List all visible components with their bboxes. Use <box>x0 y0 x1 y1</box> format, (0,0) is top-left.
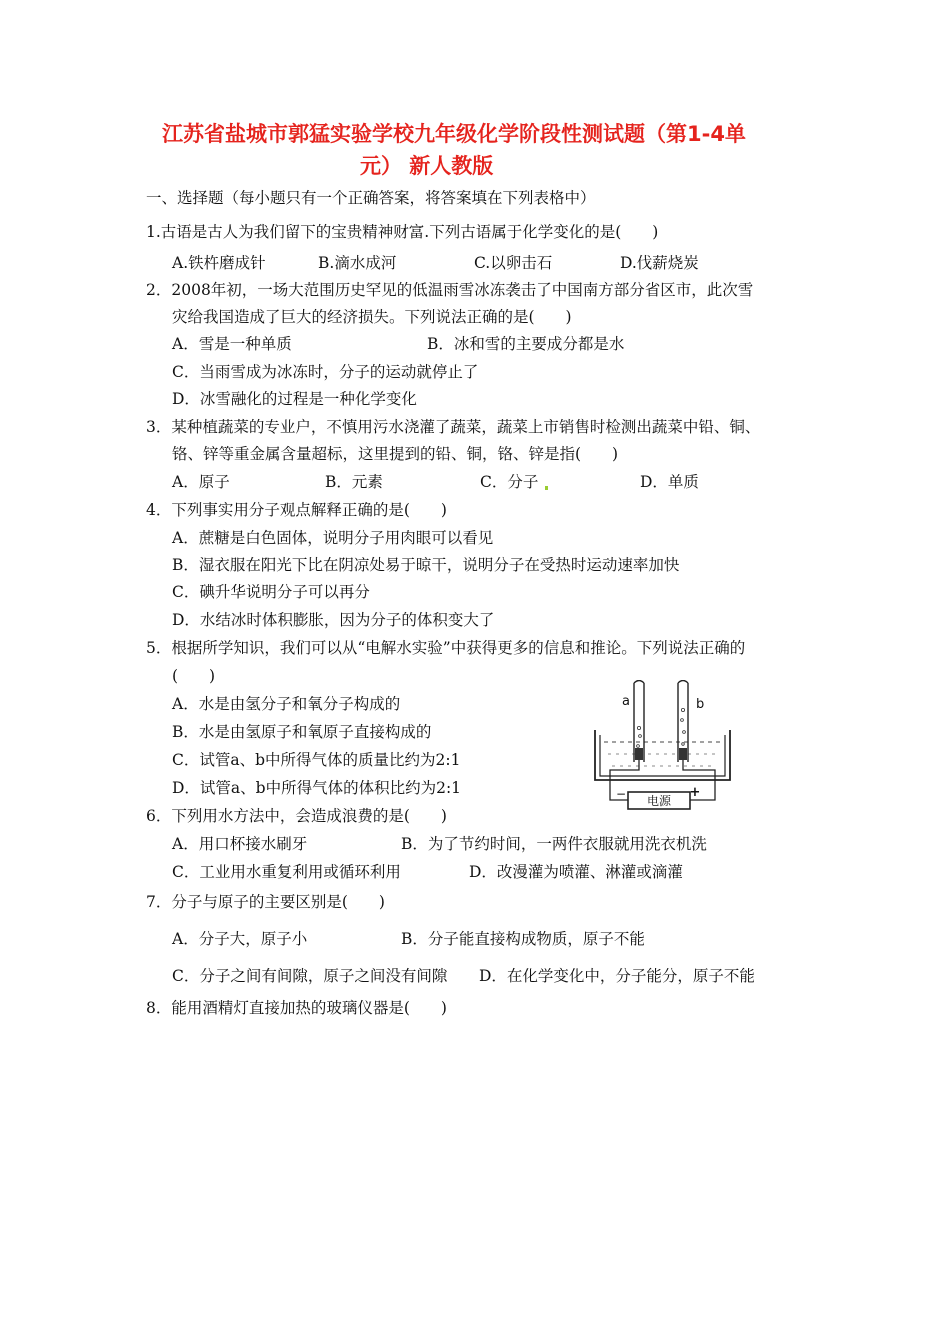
question-4-option-c: C．碘升华说明分子可以再分 <box>172 583 370 601</box>
gas-bubble <box>637 745 640 748</box>
gas-bubble <box>681 708 684 711</box>
question-5-stem-line-2: ( ) <box>172 667 216 685</box>
question-3-option-b: B．元素 <box>325 473 383 491</box>
question-6-option-a: A．用口杯接水刷牙 <box>172 835 308 853</box>
question-1-option-a: A.铁杵磨成针 <box>172 254 266 272</box>
tube-a-label: a <box>622 694 630 709</box>
question-7-stem: 7．分子与原子的主要区别是( ) <box>146 893 385 911</box>
question-3-option-d: D．单质 <box>640 473 699 491</box>
question-5-option-d: D．试管a、b中所得气体的体积比约为2:1 <box>172 779 462 797</box>
negative-terminal-label: − <box>615 787 627 801</box>
stray-mark <box>545 486 548 490</box>
question-7-option-d: D．在化学变化中，分子能分，原子不能 <box>479 967 755 985</box>
document-title-line-2: 元） 新人教版 <box>360 154 494 178</box>
positive-terminal-label: + <box>689 785 701 800</box>
question-7-option-c: C．分子之间有间隙，原子之间没有间隙 <box>172 967 448 985</box>
question-2-option-d: D．冰雪融化的过程是一种化学变化 <box>172 390 417 408</box>
question-4-option-a: A．蔗糖是白色固体，说明分子用肉眼可以看见 <box>172 529 494 547</box>
question-4-option-b: B．湿衣服在阳光下比在阴凉处易于晾干，说明分子在受热时运动速率加快 <box>172 556 680 574</box>
gas-bubble <box>682 743 685 746</box>
question-3-option-a: A．原子 <box>172 473 230 491</box>
electrode-b <box>679 748 687 760</box>
electrode-a <box>635 748 643 760</box>
question-2-option-a: A．雪是一种单质 <box>172 335 292 353</box>
question-6-option-b: B．为了节约时间，一两件衣服就用洗衣机洗 <box>401 835 707 853</box>
question-8-stem: 8．能用酒精灯直接加热的玻璃仪器是( ) <box>146 999 447 1017</box>
question-1-option-d: D.伐薪烧炭 <box>620 254 699 272</box>
gas-bubble <box>683 731 686 734</box>
question-5-option-c: C．试管a、b中所得气体的质量比约为2:1 <box>172 751 461 769</box>
question-1-option-b: B.滴水成河 <box>318 254 397 272</box>
section-heading: 一、选择题（每小题只有一个正确答案，将答案填在下列表格中） <box>146 189 596 207</box>
document-title-line-1: 江苏省盐城市郭猛实验学校九年级化学阶段性测试题（第1-4单 <box>162 122 746 146</box>
question-6-option-c: C．工业用水重复利用或循环利用 <box>172 863 401 881</box>
question-5-option-a: A．水是由氢分子和氧分子构成的 <box>172 695 401 713</box>
question-2-stem-line-2: 灾给我国造成了巨大的经济损失。下列说法正确的是( ) <box>172 308 572 326</box>
question-5-stem-line-1: 5．根据所学知识，我们可以从“电解水实验”中获得更多的信息和推论。下列说法正确的 <box>146 639 746 657</box>
question-3-stem-line-2: 铬、锌等重金属含量超标，这里提到的铅、铜，铬、锌是指( ) <box>172 445 619 463</box>
gas-bubble <box>681 719 684 722</box>
question-6-stem: 6．下列用水方法中，会造成浪费的是( ) <box>146 807 447 825</box>
water-trough <box>595 730 730 780</box>
question-4-option-d: D．水结冰时体积膨胀，因为分子的体积变大了 <box>172 611 495 629</box>
question-2-stem-line-1: 2．2008年初，一场大范围历史罕见的低温雨雪冰冻袭击了中国南方部分省区市，此次雪 <box>146 281 754 299</box>
tube-b-label: b <box>696 697 705 712</box>
question-3-option-c: C．分子 <box>480 473 539 491</box>
gas-bubble <box>637 726 640 729</box>
question-7-option-b: B．分子能直接构成物质，原子不能 <box>401 930 645 948</box>
question-1-stem: 1.古语是古人为我们留下的宝贵精神财富.下列古语属于化学变化的是( ) <box>146 223 659 241</box>
question-6-option-d: D．改漫灌为喷灌、淋灌或滴灌 <box>469 863 683 881</box>
question-7-option-a: A．分子大，原子小 <box>172 930 308 948</box>
electrolysis-apparatus-diagram <box>590 680 740 815</box>
gas-bubble <box>639 735 642 738</box>
question-5-option-b: B．水是由氢原子和氧原子直接构成的 <box>172 723 432 741</box>
question-2-option-b: B．冰和雪的主要成分都是水 <box>427 335 625 353</box>
question-3-stem-line-1: 3．某种植蔬菜的专业户，不慎用污水浇灌了蔬菜，蔬菜上市销售时检测出蔬菜中铅、铜、 <box>146 418 761 436</box>
question-1-option-c: C.以卵击石 <box>474 254 553 272</box>
question-4-stem: 4．下列事实用分子观点解释正确的是( ) <box>146 501 447 519</box>
question-2-option-c: C．当雨雪成为冰冻时，分子的运动就停止了 <box>172 363 479 381</box>
power-supply-label: 电源 <box>646 794 672 808</box>
